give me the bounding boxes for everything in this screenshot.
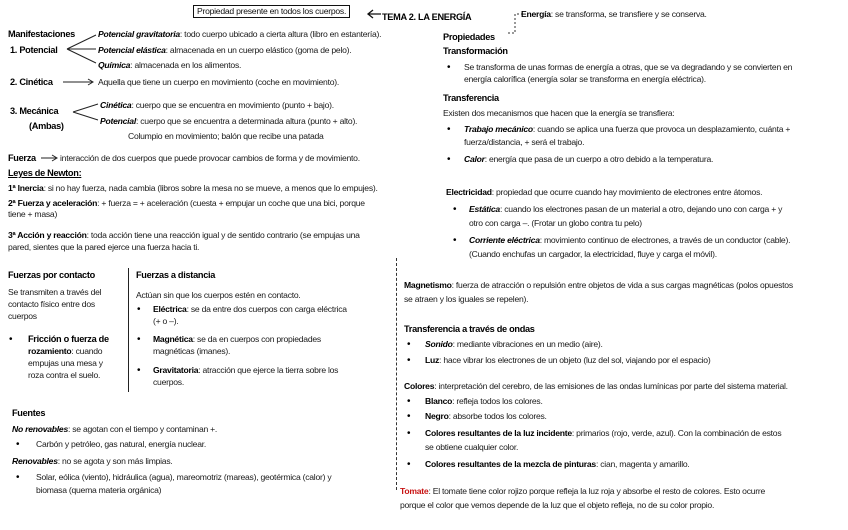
- potencial-item: Potencial elástica: almacenada en un cuerpo elástico (goma de pelo).: [98, 45, 352, 55]
- newton-law: 2ª Fuerza y aceleración: + fuerza = + aceleración (cuesta + empujar un coche que una bici, porque: [8, 198, 365, 208]
- contacto-line: contacto físico entre dos: [8, 299, 95, 309]
- bullet-icon: •: [137, 365, 141, 376]
- mecanica-sublabel: (Ambas): [29, 121, 64, 131]
- bullet-icon: •: [407, 355, 411, 366]
- manifestaciones-heading: Manifestaciones: [8, 29, 75, 39]
- bullet-icon: •: [137, 334, 141, 345]
- page-title: TEMA 2. LA ENERGÍA: [382, 12, 472, 22]
- bullet-icon: •: [16, 472, 20, 483]
- distancia-item: Magnética: se da en cuerpos con propiedades: [153, 334, 321, 344]
- bullet-icon: •: [453, 204, 457, 215]
- fuerza-definition: interacción de dos cuerpos que puede provocar cambios de forma y de movimiento.: [60, 153, 360, 163]
- distancia-intro: Actúan sin que los cuerpos estén en contacto.: [136, 290, 301, 300]
- energia-definition: Energía: se transforma, se transfiere y se conserva.: [521, 9, 707, 19]
- distancia-item: Gravitatoria: atracción que ejerce la tierra sobre los: [153, 365, 339, 375]
- electricidad-item: Estática: cuando los electrones pasan de un material a otro, dejando uno con carga + y: [469, 204, 783, 214]
- contacto-line: cuerpos: [8, 311, 37, 321]
- newton-law-continued: tiene + masa): [8, 209, 58, 219]
- mecanica-item: Potencial: cuerpo que se encuentra a determinada altura (punto + alto).: [100, 116, 358, 126]
- electricidad-item-line: (Cuando enchufas un cargador, la electricidad, fluye y carga el móvil).: [469, 249, 717, 259]
- newton-law-continued: pared, sientes que la pared ejerce una fuerza hacia ti.: [8, 242, 200, 252]
- colores-item: Colores resultantes de la mezcla de pinturas: cian, magenta y amarillo.: [425, 459, 690, 469]
- newton-heading: Leyes de Newton:: [8, 168, 82, 178]
- mecanica-label: 3. Mecánica: [10, 106, 59, 116]
- tomate-note: Tomate: El tomate tiene color rojizo porque refleja la luz roja y absorbe el resto de colores. Esto ocurre: [400, 486, 766, 496]
- transferencia-heading: Transferencia: [443, 93, 499, 103]
- potencial-label: 1. Potencial: [10, 45, 58, 55]
- colores-item-line: se obtiene cualquier color.: [425, 442, 519, 452]
- distancia-item-line: (+ o –).: [153, 316, 179, 326]
- newton-law: 1ª Inercia: si no hay fuerza, nada cambia (libros sobre la mesa no se mueve, a menos que lo empujes).: [8, 183, 378, 193]
- electricidad-item-line: otro con carga –. (Frotar un globo contra tu pelo): [469, 218, 642, 228]
- renovables: Renovables: no se agota y son más limpias.: [12, 456, 173, 466]
- transformacion-heading: Transformación: [443, 46, 508, 56]
- colores-item: Colores resultantes de la luz incidente: primarios (rojo, verde, azul). Con la combinación de estos: [425, 428, 782, 438]
- section-divider: [396, 258, 397, 490]
- contacto-item: rozamiento: cuando: [28, 346, 103, 356]
- colores-item: Blanco: refleja todos los colores.: [425, 396, 543, 406]
- contacto-item-line: roza contra el suelo.: [28, 370, 101, 380]
- magnetismo-definition: Magnetismo: fuerza de atracción o repulsión entre objetos de vida a sus cargas magnéticas (polos opuestos: [404, 280, 793, 290]
- bullet-icon: •: [137, 304, 141, 315]
- potencial-item: Potencial gravitatoria: todo cuerpo ubicado a cierta altura (libro en estantería).: [98, 29, 382, 39]
- arrow-left-icon: [366, 9, 382, 19]
- distancia-item-line: cuerpos.: [153, 377, 184, 387]
- bullet-icon: •: [9, 334, 13, 345]
- mecanica-item: Cinética: cuerpo que se encuentra en movimiento (punto + bajo).: [100, 100, 334, 110]
- transferencia-item: Calor: energía que pasa de un cuerpo a otro debido a la temperatura.: [464, 154, 714, 164]
- bullet-icon: •: [407, 459, 411, 470]
- contacto-item-term: Fricción o fuerza de: [28, 334, 109, 344]
- transformacion-line: energía calorífica (energía solar se transforma en energía eléctrica).: [464, 74, 706, 84]
- bullet-icon: •: [447, 154, 451, 165]
- cinetica-definition: Aquella que tiene un cuerpo en movimiento (coche en movimiento).: [98, 77, 340, 87]
- contacto-heading: Fuerzas por contacto: [8, 270, 95, 280]
- electricidad-definition: Electricidad: propiedad que ocurre cuando hay movimiento de electrones entre átomos.: [446, 187, 763, 197]
- brace-connector-icon: [66, 32, 98, 66]
- fuerza-label: Fuerza: [8, 153, 36, 163]
- arrow-right-icon: [62, 78, 96, 86]
- distancia-heading: Fuerzas a distancia: [136, 270, 216, 280]
- bullet-icon: •: [407, 396, 411, 407]
- bullet-icon: •: [453, 235, 457, 246]
- distancia-item: Eléctrica: se da entre dos cuerpos con carga eléctrica: [153, 304, 347, 314]
- colores-item: Negro: absorbe todos los colores.: [425, 411, 547, 421]
- contacto-line: Se transmiten a través del: [8, 287, 102, 297]
- magnetismo-line: se atraen y los iguales se repelen).: [404, 294, 529, 304]
- no-renovables-item: Carbón y petróleo, gas natural, energía nuclear.: [36, 439, 207, 449]
- newton-law: 3ª Acción y reacción: toda acción tiene una reacción igual y de sentido contrario (se empujas una: [8, 230, 360, 240]
- bullet-icon: •: [447, 124, 451, 135]
- bullet-icon: •: [407, 339, 411, 350]
- distancia-item-line: magnéticas (imanes).: [153, 346, 231, 356]
- brace-connector-icon: [72, 102, 100, 122]
- contacto-item-line: empujas una mesa y: [28, 358, 103, 368]
- renovables-item-line: Solar, eólica (viento), hidráulica (agua), mareomotriz (mareas), geotérmica (calor) y: [36, 472, 332, 482]
- bullet-icon: •: [407, 428, 411, 439]
- ondas-item: Sonido: mediante vibraciones en un medio (aire).: [425, 339, 603, 349]
- transferencia-item: Trabajo mecánico: cuando se aplica una fuerza que provoca un desplazamiento, cuánta +: [464, 124, 791, 134]
- no-renovables: No renovables: se agotan con el tiempo y contaminan +.: [12, 424, 218, 434]
- mecanica-example: Columpio en movimiento; balón que recibe una patada: [128, 131, 324, 141]
- ondas-heading: Transferencia a través de ondas: [404, 324, 535, 334]
- transformacion-line: Se transforma de unas formas de energía a otras, que se va degradando y se convierten en: [464, 62, 793, 72]
- renovables-item-line: biomasa (quema materia orgánica): [36, 485, 162, 495]
- bullet-icon: •: [407, 411, 411, 422]
- transferencia-item-line: fuerza/distancia, + será el trabajo.: [464, 137, 585, 147]
- colores-definition: Colores: interpretación del cerebro, de las emisiones de las ondas lumínicas por parte del sistema material.: [404, 381, 788, 391]
- fuentes-heading: Fuentes: [12, 408, 46, 418]
- title-box: Propiedad presente en todos los cuerpos.: [193, 5, 350, 18]
- potencial-item: Química: almacenada en los alimentos.: [98, 60, 242, 70]
- bullet-icon: •: [16, 439, 20, 450]
- cinetica-label: 2. Cinética: [10, 77, 53, 87]
- electricidad-item: Corriente eléctrica: movimiento continuo de electrones, a través de un conductor (cable).: [469, 235, 791, 245]
- tomate-note-line: porque el color que vemos depende de la luz que el objeto refleja, no de su color propio.: [400, 500, 715, 510]
- transferencia-intro: Existen dos mecanismos que hacen que la energía se transfiera:: [443, 108, 675, 118]
- bullet-icon: •: [447, 62, 451, 73]
- column-divider: [128, 268, 129, 392]
- ondas-item: Luz: hace vibrar los electrones de un objeto (luz del sol, viajando por el espacio): [425, 355, 711, 365]
- propiedades-heading: Propiedades: [443, 32, 495, 42]
- arrow-right-icon: [40, 154, 60, 162]
